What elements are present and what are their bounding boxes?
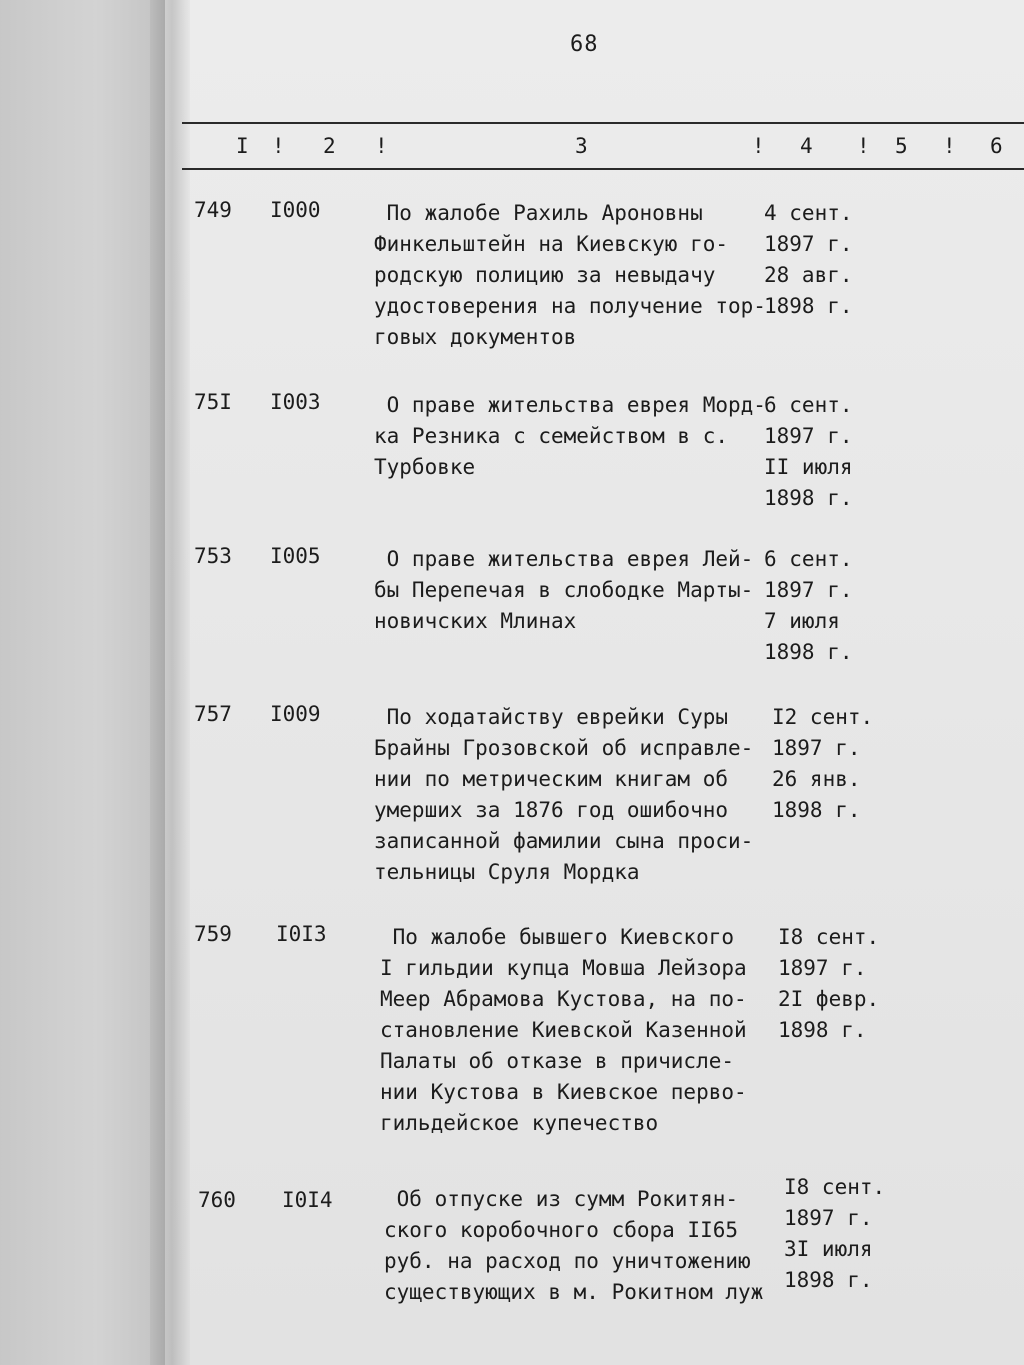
description-line: нии Кустова в Киевское перво- (380, 1080, 747, 1104)
entry-dates (784, 1172, 885, 1296)
date-line: I8 сент. (778, 925, 880, 949)
header-col-6: 6 (990, 134, 1003, 158)
description-line: говых документов (374, 325, 577, 349)
description-line: Меер Абрамова Кустова, на по- (380, 987, 747, 1011)
header-top-rule (182, 122, 1024, 124)
description-line: По ходатайству еврейки Суры (374, 705, 729, 729)
entry-dates (764, 390, 853, 514)
description-line: Палаты об отказе в причисле- (380, 1049, 735, 1073)
date-line: 1897 г. (778, 956, 867, 980)
header-separator: ! (272, 134, 285, 158)
description-line: ка Резника с семейством в с. (374, 424, 729, 448)
header-bottom-rule (182, 168, 1024, 170)
description-line: Брайны Грозовской об исправле- (374, 736, 754, 760)
header-col-4: 4 (800, 134, 813, 158)
entry-fund-number: I000 (270, 198, 321, 222)
description-line: По жалобе бывшего Киевского (380, 925, 735, 949)
header-separator: ! (375, 134, 388, 158)
header-separator: ! (857, 134, 870, 158)
description-line: удостоверения на получение тор- (374, 294, 766, 318)
date-line: 1898 г. (764, 640, 853, 664)
entry-dates (772, 702, 873, 826)
date-line: 1898 г. (764, 294, 853, 318)
description-line: Об отпуске из сумм Рокитян- (384, 1187, 739, 1211)
entry-description (374, 390, 766, 483)
header-col-1: I (236, 134, 249, 158)
date-line: 26 янв. (772, 767, 861, 791)
book-gutter-shadow (150, 0, 190, 1365)
date-line: 1897 г. (772, 736, 861, 760)
description-line: тельницы Сруля Мордка (374, 860, 640, 884)
date-line: 4 сент. (764, 201, 853, 225)
entry-number: 753 (194, 544, 232, 568)
date-line: 3I июля (784, 1237, 873, 1261)
description-line: Финкельштейн на Киевскую го- (374, 232, 729, 256)
description-line: новичских Млинах (374, 609, 577, 633)
date-line: 1897 г. (784, 1206, 873, 1230)
facing-page-edge (0, 0, 175, 1365)
header-separator: ! (752, 134, 765, 158)
date-line: 1898 г. (772, 798, 861, 822)
entry-number: 749 (194, 198, 232, 222)
entry-number: 75I (194, 390, 232, 414)
description-line: ского коробочного сбора II65 (384, 1218, 739, 1242)
header-col-3: 3 (575, 134, 588, 158)
date-line: 1898 г. (764, 486, 853, 510)
description-line: О праве жительства еврея Морд- (374, 393, 766, 417)
date-line: 28 авг. (764, 263, 853, 287)
description-line: существующих в м. Рокитном луж (384, 1280, 764, 1304)
description-line: I гильдии купца Мовша Лейзора (380, 956, 747, 980)
description-line: родскую полицию за невыдачу (374, 263, 716, 287)
date-line: 1898 г. (784, 1268, 873, 1292)
entry-dates (778, 922, 879, 1046)
header-col-5: 5 (895, 134, 908, 158)
date-line: 6 сент. (764, 547, 853, 571)
date-line: I2 сент. (772, 705, 874, 729)
description-line: записанной фамилии сына проси- (374, 829, 754, 853)
entry-fund-number: I0I3 (276, 922, 327, 946)
date-line: 6 сент. (764, 393, 853, 417)
entry-description (374, 544, 753, 637)
entry-description (380, 922, 747, 1139)
date-line: I8 сент. (784, 1175, 886, 1199)
date-line: 1897 г. (764, 578, 853, 602)
description-line: нии по метрическим книгам об (374, 767, 729, 791)
description-line: руб. на расход по уничтожению (384, 1249, 751, 1273)
date-line: 1897 г. (764, 424, 853, 448)
entry-dates (764, 198, 853, 322)
page-number: 68 (570, 32, 599, 57)
date-line: 1898 г. (778, 1018, 867, 1042)
description-line: гильдейское купечество (380, 1111, 659, 1135)
date-line: II июля (764, 455, 853, 479)
entry-description (384, 1184, 763, 1308)
description-line: По жалобе Рахиль Ароновны (374, 201, 703, 225)
entry-fund-number: I0I4 (282, 1188, 333, 1212)
description-line: становление Киевской Казенной (380, 1018, 747, 1042)
date-line: 2I февр. (778, 987, 880, 1011)
entry-fund-number: I009 (270, 702, 321, 726)
date-line: 7 июля (764, 609, 840, 633)
entry-fund-number: I005 (270, 544, 321, 568)
description-line: умерших за 1876 год ошибочно (374, 798, 729, 822)
date-line: 1897 г. (764, 232, 853, 256)
header-separator: ! (943, 134, 956, 158)
description-line: Турбовке (374, 455, 476, 479)
entry-dates (764, 544, 853, 668)
entry-fund-number: I003 (270, 390, 321, 414)
entry-number: 760 (198, 1188, 236, 1212)
header-col-2: 2 (323, 134, 336, 158)
entry-description (374, 198, 766, 353)
description-line: бы Перепечая в слободке Марты- (374, 578, 754, 602)
description-line: О праве жительства еврея Лей- (374, 547, 754, 571)
entry-description (374, 702, 753, 888)
entry-number: 757 (194, 702, 232, 726)
entry-number: 759 (194, 922, 232, 946)
